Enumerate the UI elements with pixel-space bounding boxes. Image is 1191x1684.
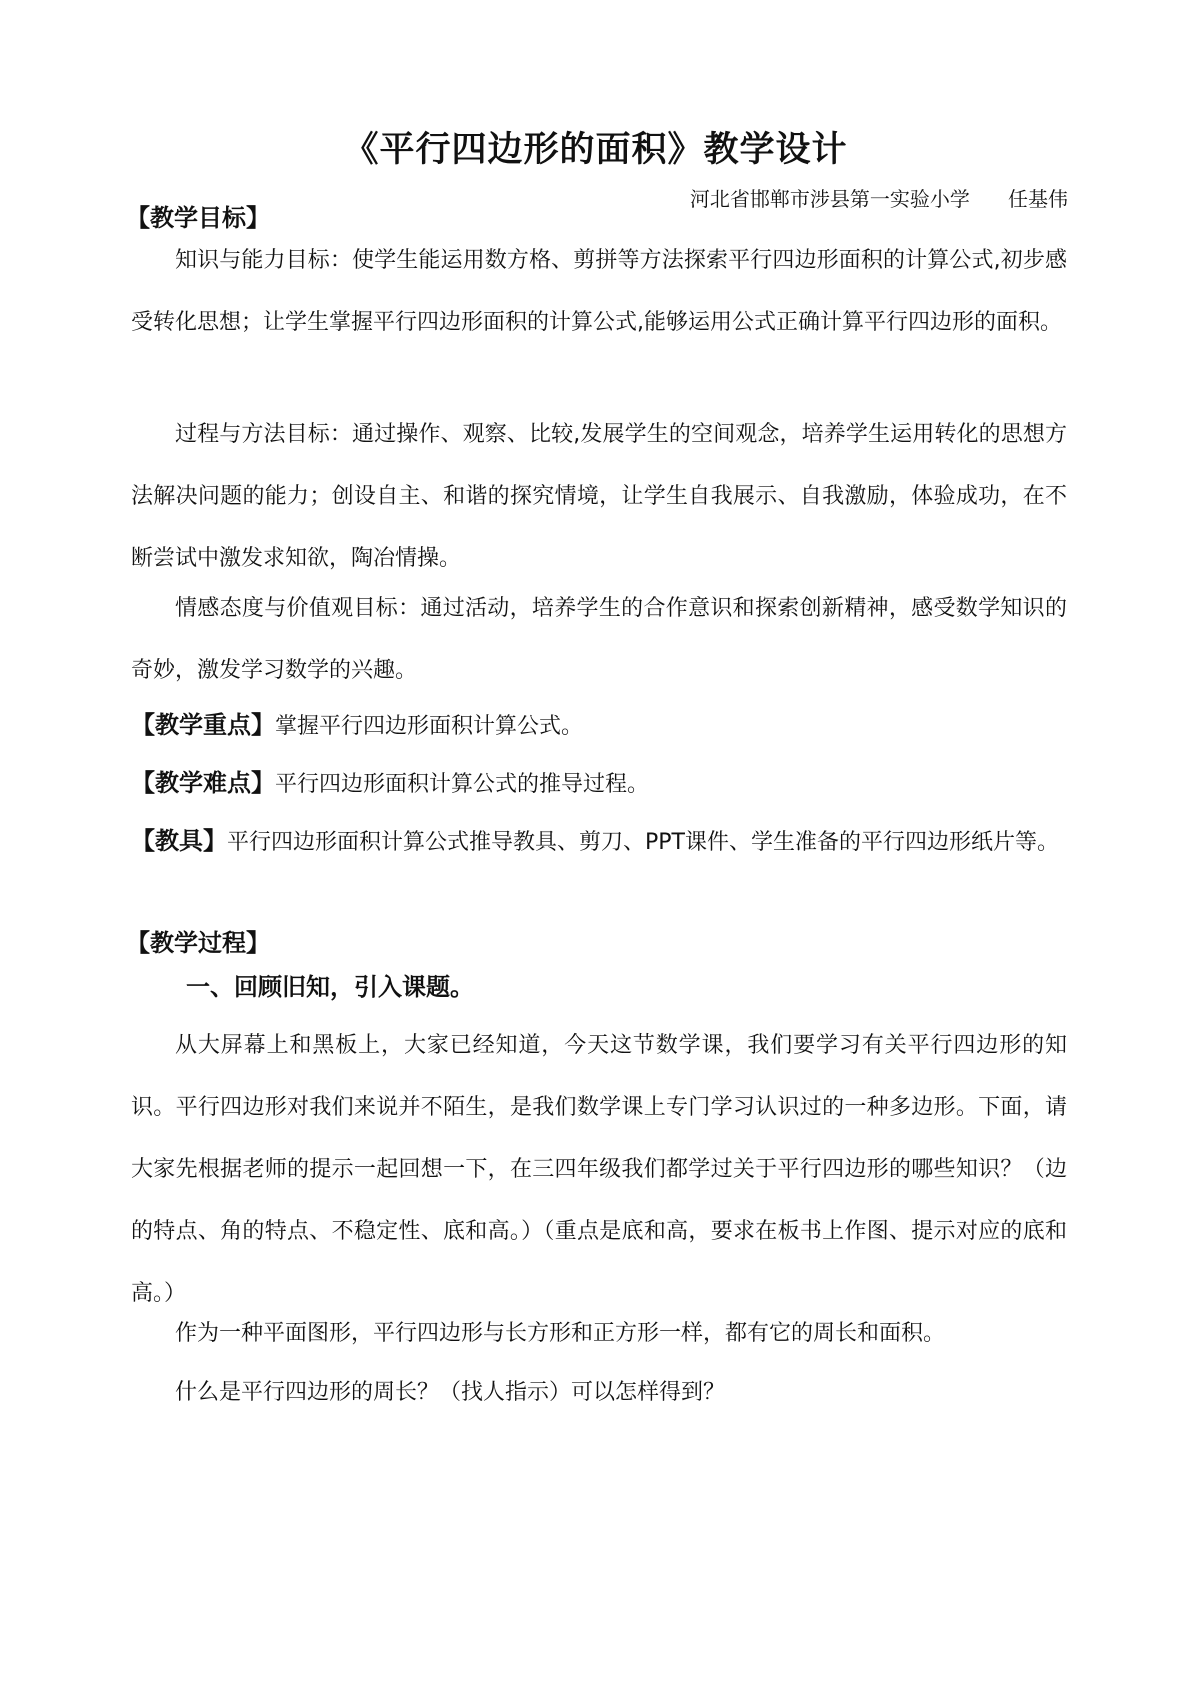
- objective-process-paragraph: 过程与方法目标：通过操作、观察、比较,发展学生的空间观念，培养学生运用转化的思想方法解决问题的能力；创设自主、和谐的探究情境，让学生自我展示、自我激励，体验成功，在不断尝试中激发求知欲，陶冶情操。: [131, 422, 1067, 571]
- author-line: 河北省邯郸市涉县第一实验小学 任基伟: [689, 187, 1068, 211]
- difficulty-text: 平行四边形面积计算公式的推导过程。: [275, 772, 650, 797]
- document-title: 《平行四边形的面积》教学设计: [343, 130, 848, 170]
- tools-label: 【教具】: [131, 827, 227, 855]
- process-heading: 【教学过程】: [126, 929, 270, 957]
- process-paragraph-2: 作为一种平面图形，平行四边形与长方形和正方形一样，都有它的周长和面积。: [175, 1321, 946, 1346]
- difficulty-label: 【教学难点】: [131, 769, 275, 797]
- difficulty-line: [131, 752, 1067, 816]
- process-paragraph-3: 什么是平行四边形的周长？（找人指示）可以怎样得到？: [175, 1380, 726, 1405]
- objectives-heading: 【教学目标】: [126, 204, 270, 232]
- tools-text: 平行四边形面积计算公式推导教具、剪刀、PPT课件、学生准备的平行四边形纸片等。: [227, 830, 1059, 855]
- section1-heading: 一、回顾旧知，引入课题。: [186, 973, 474, 1001]
- process-paragraph-1: 从大屏幕上和黑板上，大家已经知道，今天这节数学课，我们要学习有关平行四边形的知识。平行四边形对我们来说并不陌生，是我们数学课上专门学习认识过的一种多边形。下面，请大家先根据老师的提示一起回想一下，在三四年级我们都学过关于平行四边形的哪些知识？（边的特点、角的特点、不稳定性、底和高。）（重点是底和高，要求在板书上作图、提示对应的底和高。）: [131, 1033, 1067, 1306]
- key-point-label: 【教学重点】: [131, 711, 275, 739]
- tools-paragraph: [131, 810, 1067, 874]
- key-point-line: [131, 694, 1067, 758]
- key-point-text: 掌握平行四边形面积计算公式。: [275, 714, 584, 739]
- objective-knowledge-paragraph: 知识与能力目标：使学生能运用数方格、剪拼等方法探索平行四边形面积的计算公式,初步感受转化思想；让学生掌握平行四边形面积的计算公式,能够运用公式正确计算平行四边形的面积。: [131, 248, 1067, 335]
- objective-emotion-paragraph: 情感态度与价值观目标：通过活动，培养学生的合作意识和探索创新精神，感受数学知识的奇妙，激发学习数学的兴趣。: [131, 596, 1067, 683]
